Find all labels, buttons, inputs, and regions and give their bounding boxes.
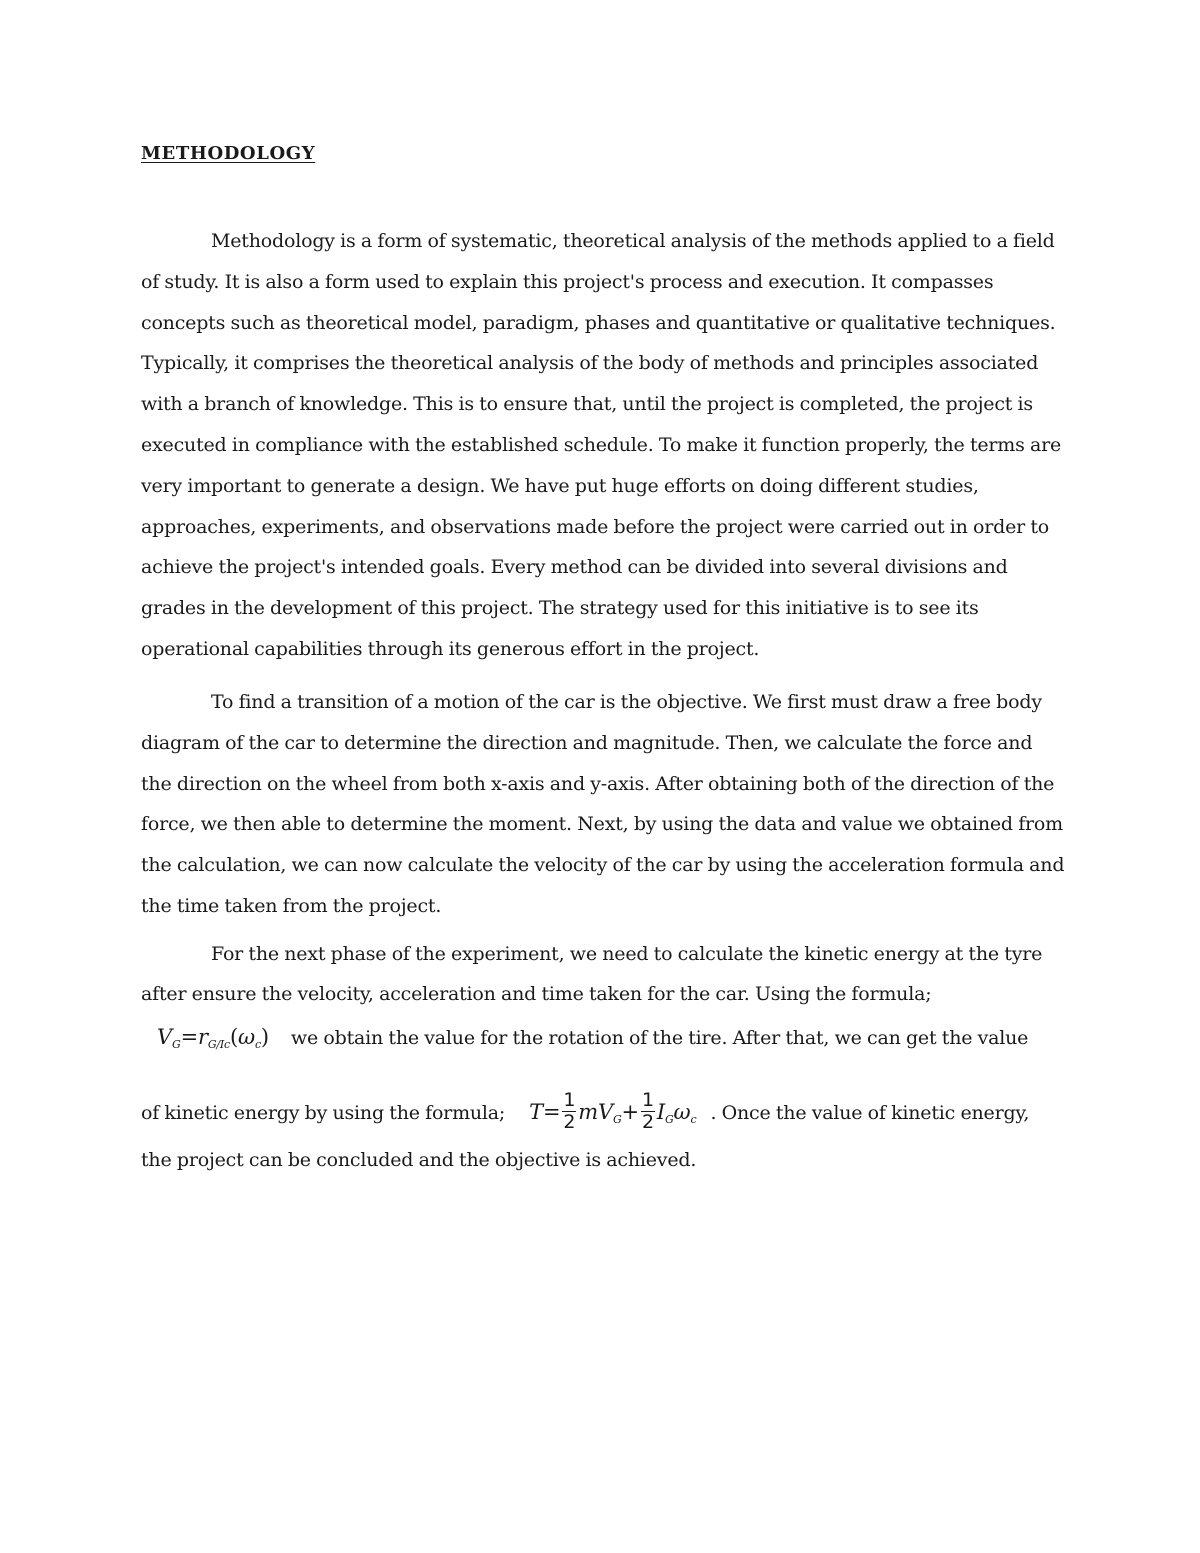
velocity-equation	[157, 1025, 269, 1051]
eq-operator: =	[542, 1100, 561, 1124]
fraction-denominator: 2	[641, 1111, 654, 1133]
eq-operator: (	[230, 1025, 239, 1049]
eq-symbol: V	[597, 1100, 613, 1124]
eq-subscript: G/Ic	[207, 1038, 231, 1051]
paragraph-text: . Once the value of kinetic energy,	[710, 1102, 1030, 1124]
paragraph-methodology-definition: Methodology is a form of systematic, theoretical analysis of the methods applied to a field of study. It is also a form used to explain this project's process and execution. It compasses concepts such as theoretical model, paradigm, phases and quantitative or qualitative techniques. Typically, it comprises the theoretical analysis of the body of methods and principles associated with a branch of knowledge. This is to ensure that, until the project is completed, the project is executed in compliance with the established schedule. To make it function properly, the terms are very important to generate a design. We have put huge efforts on doing different studies, approaches, experiments, and observations made before the project were carried out in order to achieve the project's intended goals. Every method can be divided into several divisions and grades in the development of this project. The strategy used for this initiative is to see its operational capabilities through its generous effort in the project.	[141, 230, 1062, 660]
paragraph-line-with-equation	[141, 1089, 1030, 1134]
fraction-numerator: 1	[563, 1089, 576, 1111]
eq-subscript: c	[690, 1113, 697, 1126]
paragraph-line-with-equation	[141, 1025, 1028, 1051]
paragraph-text: of kinetic energy by using the formula;	[141, 1102, 506, 1124]
paragraph-line: the project can be concluded and the objective is achieved.	[141, 1149, 697, 1171]
eq-symbol: ω	[673, 1100, 691, 1124]
eq-subscript: G	[664, 1113, 674, 1126]
paragraph-text: we obtain the value for the rotation of the tire. After that, we can get the value	[290, 1027, 1029, 1049]
eq-operator: =	[180, 1025, 198, 1049]
eq-subscript: c	[254, 1038, 261, 1051]
paragraph-motion-objective: To find a transition of a motion of the car is the objective. We first must draw a free body diagram of the car to determine the direction and magnitude. Then, we calculate the force and the direction on the wheel from both x-axis and y-axis. After obtaining both of the direction of the force, we then able to determine the moment. Next, by using the data and value we obtained from the calculation, we can now calculate the velocity of the car by using the acceleration formula and the time taken from the project.	[141, 691, 1065, 917]
fraction-half	[562, 1091, 576, 1132]
eq-subscript: G	[171, 1038, 181, 1051]
paragraph-line: after ensure the velocity, acceleration and time taken for the car. Using the formula;	[141, 983, 932, 1005]
fraction-denominator: 2	[563, 1111, 576, 1133]
section-heading: METHODOLOGY	[141, 143, 316, 164]
fraction-numerator: 1	[641, 1089, 654, 1111]
eq-symbol: r	[197, 1025, 208, 1049]
eq-operator: +	[621, 1100, 639, 1124]
eq-symbol: T	[529, 1100, 543, 1124]
eq-symbol: ω	[238, 1025, 255, 1049]
fraction-half	[641, 1091, 655, 1132]
paragraph-line: For the next phase of the experiment, we need to calculate the kinetic energy at the tyre	[211, 943, 1043, 965]
eq-symbol: I	[656, 1100, 665, 1124]
eq-operator: )	[260, 1025, 269, 1049]
eq-subscript: G	[612, 1113, 622, 1126]
eq-symbol: V	[157, 1025, 172, 1049]
kinetic-energy-equation	[529, 1089, 697, 1134]
eq-symbol: m	[578, 1100, 598, 1124]
